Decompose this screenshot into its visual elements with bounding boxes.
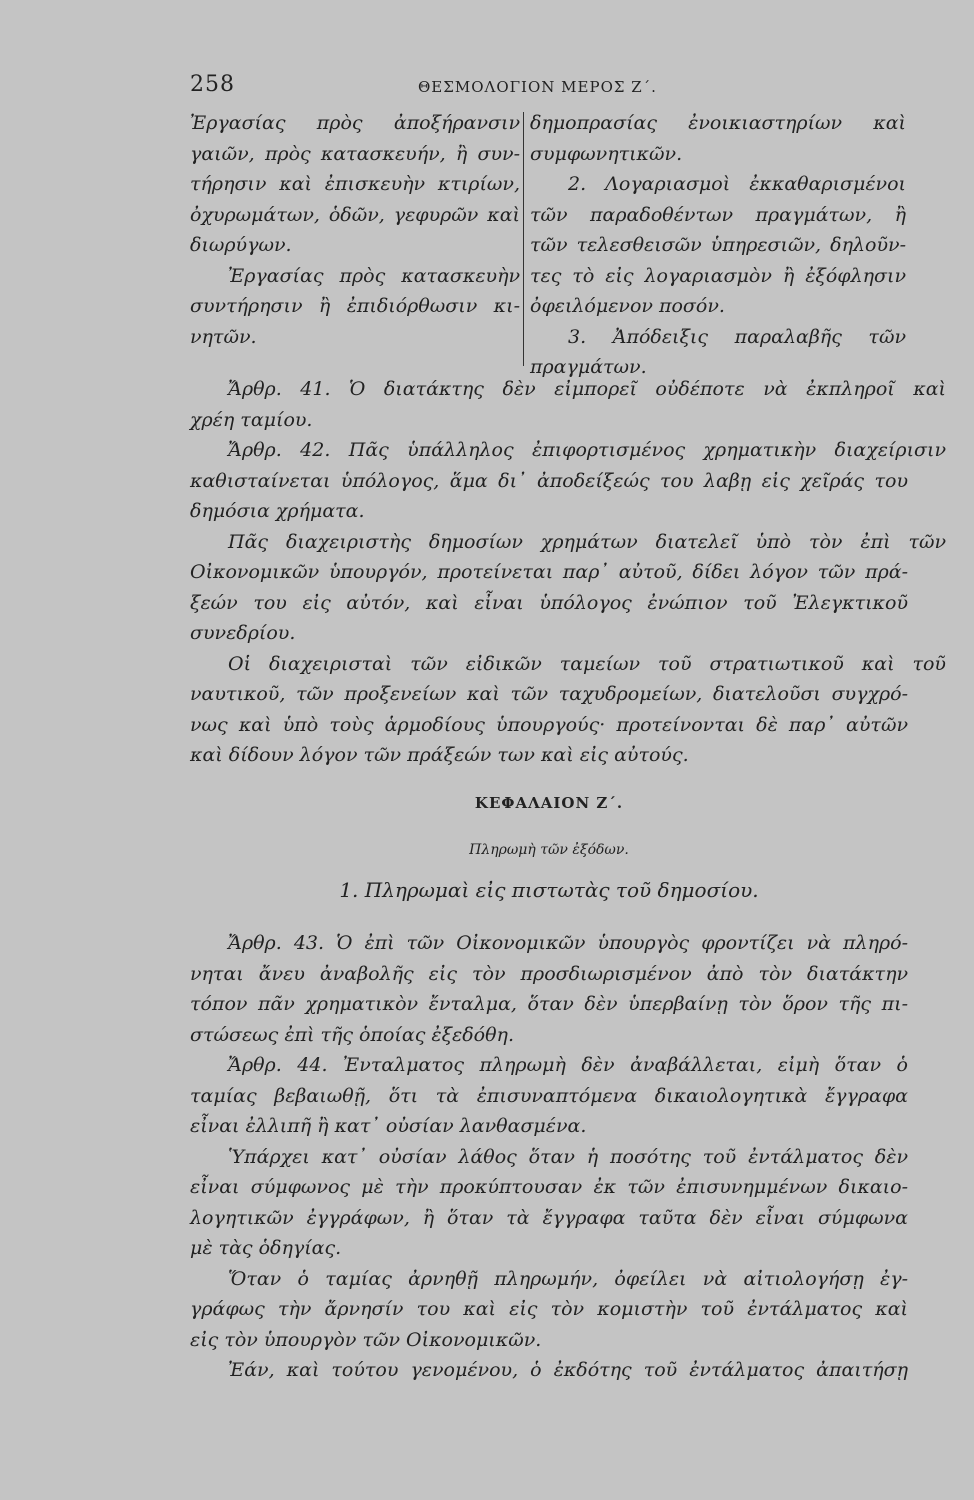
body-line: εἶναι σύμφωνος μὲ τὴν προκύπτουσαν ἐκ τῶν ἐπισυνημμένων δικαιο- <box>190 1176 908 1198</box>
body-line: Πᾶς διαχειριστὴς δημοσίων χρημάτων διατελεῖ ὑπὸ τὸν ἐπὶ τῶν <box>228 530 946 553</box>
body-line: Ἄρθρ. 44. Ἐνταλματος πληρωμὴ δὲν ἀναβάλλεται, εἰμὴ ὅταν ὁ <box>228 1054 908 1076</box>
article-body <box>190 374 946 771</box>
right-column-line: ὀφειλόμενον ποσόν. <box>530 295 725 317</box>
left-column-line: διωρύγων. <box>190 234 292 256</box>
left-column-line: τήρησιν καὶ ἐπισκευὴν κτιρίων, <box>190 173 520 195</box>
article-body-2 <box>190 928 908 1386</box>
right-column-line: δημοπρασίας ἐνοικιαστηρίων καὶ <box>530 112 906 134</box>
body-line: Ἐάν, καὶ τούτου γενομένου, ὁ ἐκδότης τοῦ ἐντάλματος ἀπαιτήσῃ <box>228 1359 908 1381</box>
body-line: Ὑπάρχει κατ᾽ οὐσίαν λάθος ὅταν ἡ ποσότης τοῦ ἐντάλματος δὲν <box>228 1145 908 1168</box>
body-line: γράφως τὴν ἄρνησίν του καὶ εἰς τὸν κομιστὴν τοῦ ἐντάλματος καὶ <box>190 1298 908 1320</box>
right-column-line: τῶν παραδοθέντων πραγμάτων, ἢ <box>530 203 906 226</box>
body-line: Ἄρθρ. 43. Ὁ ἐπὶ τῶν Οἰκονομικῶν ὑπουργὸς φροντίζει νὰ πληρό- <box>228 932 908 954</box>
chapter-subtitle: Πληρωμὴ τῶν ἐξόδων. <box>469 842 629 858</box>
body-line: μὲ τὰς ὁδηγίας. <box>190 1237 342 1259</box>
right-column-line: 2. Λογαριασμοὶ ἐκκαθαρισμένοι <box>568 173 906 195</box>
body-line: Ἄρθρ. 42. Πᾶς ὑπάλληλος ἐπιφορτισμένος χρηματικὴν διαχείρισιν <box>228 439 946 461</box>
body-line: συνεδρίου. <box>190 622 296 644</box>
body-line: στώσεως ἐπὶ τῆς ὁποίας ἐξεδόθη. <box>190 1023 514 1046</box>
left-column <box>190 108 520 352</box>
body-line: εἶναι ἐλλιπῆ ἢ κατ᾽ οὐσίαν λανθασμένα. <box>190 1115 587 1137</box>
body-line: καὶ δίδουν λόγον τῶν πράξεών των καὶ εἰς αὐτούς. <box>190 744 689 766</box>
left-column-line: συντήρησιν ἢ ἐπιδιόρθωσιν κι- <box>190 295 520 317</box>
two-column-block <box>190 108 906 378</box>
body-line: καθισταίνεται ὑπόλογος, ἅμα δι᾽ ἀποδείξεώς του λαβῃ εἰς χεῖράς του <box>190 469 908 492</box>
right-column <box>530 108 906 383</box>
left-column-line: Ἐργασίας πρὸς κατασκευὴν <box>228 264 520 287</box>
column-divider <box>523 112 524 366</box>
body-line: λογητικῶν ἐγγράφων, ἢ ὅταν τὰ ἔγγραφα ταῦτα δὲν εἶναι σύμφωνα <box>190 1206 908 1229</box>
left-column-line: Ἐργασίας πρὸς ἀποξήρανσιν <box>190 112 520 134</box>
right-column-line: τῶν τελεσθεισῶν ὑπηρεσιῶν, δηλοῦν- <box>530 234 906 256</box>
body-line: Οἱ διαχειρισταὶ τῶν εἰδικῶν ταμείων τοῦ στρατιωτικοῦ καὶ τοῦ <box>228 652 946 675</box>
section-heading: 1. Πληρωμαὶ εἰς πιστωτὰς τοῦ δημοσίου. <box>339 878 759 902</box>
page-number: 258 <box>190 72 235 97</box>
body-line: ναυτικοῦ, τῶν προξενείων καὶ τῶν ταχυδρομείων, διατελοῦσι συγχρό- <box>190 683 908 705</box>
body-line: Ἄρθρ. 41. Ὁ διατάκτης δὲν εἰμπορεῖ οὐδέποτε νὰ ἐκπληροῖ καὶ <box>228 378 946 400</box>
body-line: νως καὶ ὑπὸ τοὺς ἁρμοδίους ὑπουργούς· προτείνονται δὲ παρ᾽ αὐτῶν <box>190 713 908 736</box>
page-header <box>190 72 904 102</box>
body-line: Οἰκονομικῶν ὑπουργόν, προτείνεται παρ᾽ αὐτοῦ, δίδει λόγον τῶν πρά- <box>190 561 908 583</box>
running-title: ΘΕΣΜΟΛΟΓΙΟΝ ΜΕΡΟΣ Ζ΄. <box>418 78 657 96</box>
body-line: νηται ἄνευ ἀναβολῆς εἰς τὸν προσδιωρισμένον ἀπὸ τὸν διατάκτην <box>190 962 908 985</box>
right-column-line: τες τὸ εἰς λογαριασμὸν ἢ ἐξόφλησιν <box>530 264 906 287</box>
left-column-line: γαιῶν, πρὸς κατασκευήν, ἢ συν- <box>190 142 520 165</box>
chapter-heading: ΚΕΦΑΛΑΙΟΝ Ζ΄. <box>474 794 624 812</box>
right-column-line: πραγμάτων. <box>530 356 647 378</box>
left-column-line: νητῶν. <box>190 325 257 348</box>
right-column-line: 3. Ἀπόδειξις παραλαβῆς τῶν <box>568 325 906 348</box>
body-line: ταμίας βεβαιωθῇ, ὅτι τὰ ἐπισυναπτόμενα δικαιολογητικὰ ἔγγραφα <box>190 1084 908 1107</box>
body-line: χρέη ταμίου. <box>190 408 313 431</box>
left-column-line: ὀχυρωμάτων, ὁδῶν, γεφυρῶν καὶ <box>190 203 520 226</box>
body-line: εἰς τὸν ὑπουργὸν τῶν Οἰκονομικῶν. <box>190 1328 542 1351</box>
body-line: δημόσια χρήματα. <box>190 500 365 522</box>
body-line: ξεών του εἰς αὐτόν, καὶ εἶναι ὑπόλογος ἐνώπιον τοῦ Ἐλεγκτικοῦ <box>190 591 908 614</box>
body-line: Ὅταν ὁ ταμίας ἀρνηθῇ πληρωμήν, ὀφείλει νὰ αἰτιολογήσῃ ἐγ- <box>228 1267 908 1290</box>
right-column-line: συμφωνητικῶν. <box>530 142 683 165</box>
body-line: τόπον πᾶν χρηματικὸν ἔνταλμα, ὅταν δὲν ὑπερβαίνῃ τὸν ὅρον τῆς πι- <box>190 993 908 1015</box>
